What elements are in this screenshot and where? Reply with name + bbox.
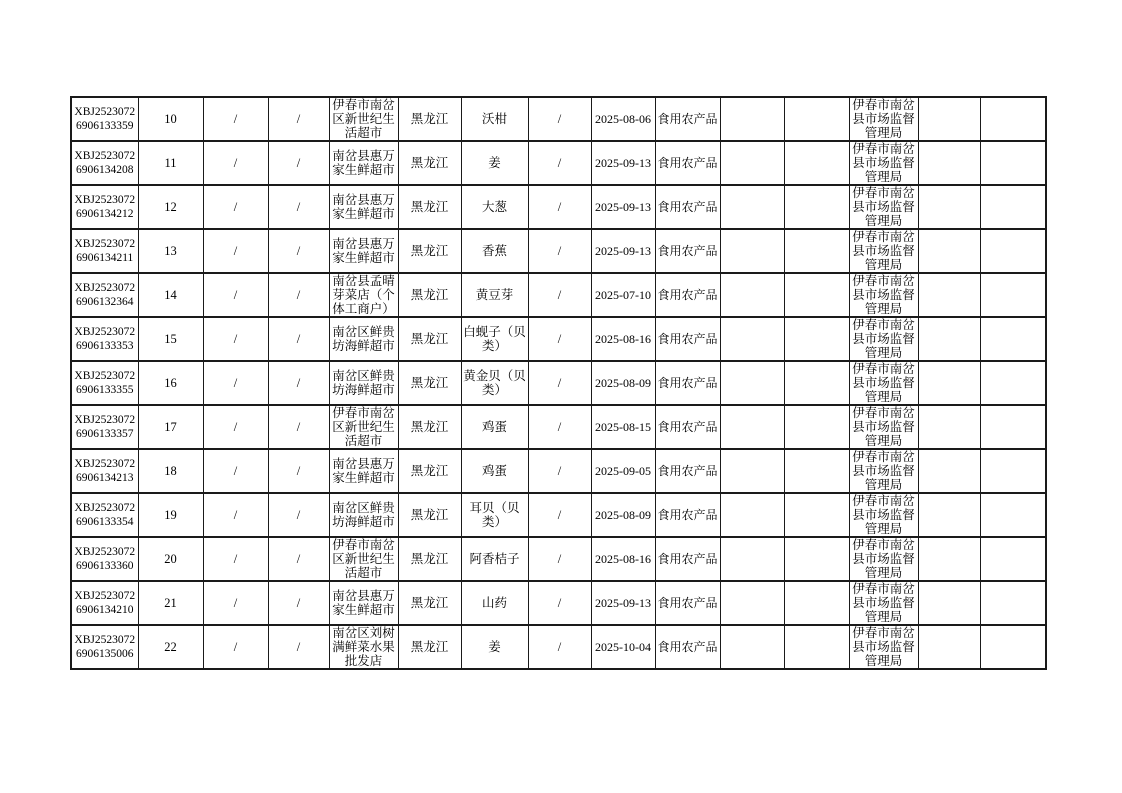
slash-col-2-cell: / [268,449,329,493]
slash-col-3-cell: / [528,273,591,317]
sample-category-cell: 食用农产品 [655,493,720,537]
table-row [71,229,1046,273]
serial-number-cell: 20 [138,537,203,581]
empty-col-3-cell [918,361,980,405]
province-cell: 黑龙江 [398,449,461,493]
sampled-entity-cell: 南岔县惠万家生鲜超市 [329,449,398,493]
regulatory-authority-cell: 伊春市南岔县市场监督管理局 [849,97,918,141]
province-cell: 黑龙江 [398,361,461,405]
sample-category-cell: 食用农产品 [655,317,720,361]
empty-col-2-cell [784,493,849,537]
regulatory-authority-cell: 伊春市南岔县市场监督管理局 [849,185,918,229]
regulatory-authority-cell: 伊春市南岔县市场监督管理局 [849,405,918,449]
table-row [71,405,1046,449]
table-row [71,97,1046,141]
sample-name-cell: 鸡蛋 [461,449,528,493]
slash-col-2-cell: / [268,493,329,537]
slash-col-3-cell: / [528,625,591,669]
empty-col-3-cell [918,537,980,581]
empty-col-4-cell [980,405,1046,449]
sampling-date-cell: 2025-08-09 [591,361,655,405]
table-row [71,361,1046,405]
slash-col-2-cell: / [268,141,329,185]
empty-col-3-cell [918,273,980,317]
sampled-entity-cell: 伊春市南岔区新世纪生活超市 [329,405,398,449]
sampling-date-cell: 2025-07-10 [591,273,655,317]
sampling-date-cell: 2025-08-06 [591,97,655,141]
slash-col-1-cell: / [203,273,268,317]
table-row [71,185,1046,229]
report-id-cell: XBJ25230726906133360 [71,537,138,581]
sampled-entity-cell: 南岔县惠万家生鲜超市 [329,185,398,229]
regulatory-authority-cell: 伊春市南岔县市场监督管理局 [849,229,918,273]
slash-col-3-cell: / [528,185,591,229]
sample-name-cell: 白蚬子（贝类） [461,317,528,361]
empty-col-4-cell [980,581,1046,625]
sampling-date-cell: 2025-09-13 [591,185,655,229]
serial-number-cell: 10 [138,97,203,141]
empty-col-1-cell [720,449,784,493]
serial-number-cell: 18 [138,449,203,493]
sampling-date-cell: 2025-09-13 [591,581,655,625]
province-cell: 黑龙江 [398,625,461,669]
sample-category-cell: 食用农产品 [655,229,720,273]
sample-name-cell: 黄豆芽 [461,273,528,317]
empty-col-2-cell [784,185,849,229]
serial-number-cell: 11 [138,141,203,185]
sampling-date-cell: 2025-08-16 [591,317,655,361]
report-id-cell: XBJ25230726906135006 [71,625,138,669]
sample-name-cell: 鸡蛋 [461,405,528,449]
empty-col-2-cell [784,317,849,361]
province-cell: 黑龙江 [398,273,461,317]
slash-col-3-cell: / [528,229,591,273]
sampled-entity-cell: 伊春市南岔区新世纪生活超市 [329,537,398,581]
empty-col-2-cell [784,273,849,317]
sample-category-cell: 食用农产品 [655,141,720,185]
empty-col-1-cell [720,537,784,581]
empty-col-4-cell [980,449,1046,493]
empty-col-4-cell [980,625,1046,669]
table-row [71,493,1046,537]
sampled-entity-cell: 南岔县孟晴芽菜店（个体工商户） [329,273,398,317]
slash-col-2-cell: / [268,361,329,405]
empty-col-1-cell [720,361,784,405]
sampled-entity-cell: 南岔县惠万家生鲜超市 [329,141,398,185]
province-cell: 黑龙江 [398,405,461,449]
province-cell: 黑龙江 [398,229,461,273]
sampled-entity-cell: 南岔县惠万家生鲜超市 [329,229,398,273]
sample-category-cell: 食用农产品 [655,97,720,141]
empty-col-3-cell [918,625,980,669]
regulatory-authority-cell: 伊春市南岔县市场监督管理局 [849,581,918,625]
sampled-entity-cell: 南岔区鲜贵坊海鲜超市 [329,361,398,405]
regulatory-authority-cell: 伊春市南岔县市场监督管理局 [849,493,918,537]
table-row [71,625,1046,669]
sample-name-cell: 沃柑 [461,97,528,141]
sample-name-cell: 耳贝（贝类） [461,493,528,537]
table-row [71,449,1046,493]
empty-col-3-cell [918,449,980,493]
report-id-cell: XBJ25230726906134211 [71,229,138,273]
report-id-cell: XBJ25230726906132364 [71,273,138,317]
slash-col-1-cell: / [203,185,268,229]
sample-name-cell: 大葱 [461,185,528,229]
empty-col-1-cell [720,141,784,185]
empty-col-1-cell [720,185,784,229]
slash-col-1-cell: / [203,449,268,493]
province-cell: 黑龙江 [398,317,461,361]
sample-category-cell: 食用农产品 [655,449,720,493]
sample-category-cell: 食用农产品 [655,581,720,625]
empty-col-2-cell [784,581,849,625]
regulatory-authority-cell: 伊春市南岔县市场监督管理局 [849,449,918,493]
sample-name-cell: 香蕉 [461,229,528,273]
empty-col-1-cell [720,229,784,273]
slash-col-3-cell: / [528,317,591,361]
empty-col-2-cell [784,141,849,185]
report-id-cell: XBJ25230726906133355 [71,361,138,405]
province-cell: 黑龙江 [398,581,461,625]
province-cell: 黑龙江 [398,493,461,537]
slash-col-1-cell: / [203,537,268,581]
sample-name-cell: 阿香桔子 [461,537,528,581]
report-id-cell: XBJ25230726906134212 [71,185,138,229]
sampled-entity-cell: 南岔区鲜贵坊海鲜超市 [329,493,398,537]
slash-col-1-cell: / [203,361,268,405]
sampling-date-cell: 2025-08-16 [591,537,655,581]
sampling-records-body [71,97,1046,669]
slash-col-3-cell: / [528,581,591,625]
empty-col-1-cell [720,405,784,449]
sampling-date-cell: 2025-08-15 [591,405,655,449]
slash-col-1-cell: / [203,317,268,361]
sampling-date-cell: 2025-09-13 [591,229,655,273]
table-row [71,581,1046,625]
slash-col-2-cell: / [268,625,329,669]
serial-number-cell: 17 [138,405,203,449]
sampled-entity-cell: 南岔区刘树满鲜菜水果批发店 [329,625,398,669]
slash-col-3-cell: / [528,97,591,141]
province-cell: 黑龙江 [398,185,461,229]
empty-col-3-cell [918,317,980,361]
sample-category-cell: 食用农产品 [655,537,720,581]
serial-number-cell: 19 [138,493,203,537]
report-id-cell: XBJ25230726906133359 [71,97,138,141]
serial-number-cell: 15 [138,317,203,361]
report-id-cell: XBJ25230726906133354 [71,493,138,537]
empty-col-4-cell [980,97,1046,141]
empty-col-4-cell [980,229,1046,273]
empty-col-3-cell [918,185,980,229]
empty-col-1-cell [720,625,784,669]
empty-col-3-cell [918,229,980,273]
province-cell: 黑龙江 [398,97,461,141]
slash-col-2-cell: / [268,317,329,361]
slash-col-2-cell: / [268,185,329,229]
table-row [71,317,1046,361]
empty-col-3-cell [918,581,980,625]
slash-col-1-cell: / [203,229,268,273]
sample-name-cell: 山药 [461,581,528,625]
table-row [71,141,1046,185]
sampling-date-cell: 2025-10-04 [591,625,655,669]
slash-col-2-cell: / [268,273,329,317]
province-cell: 黑龙江 [398,537,461,581]
report-id-cell: XBJ25230726906133357 [71,405,138,449]
sampling-date-cell: 2025-09-13 [591,141,655,185]
slash-col-2-cell: / [268,405,329,449]
empty-col-1-cell [720,97,784,141]
table-row [71,273,1046,317]
serial-number-cell: 22 [138,625,203,669]
empty-col-1-cell [720,581,784,625]
sample-category-cell: 食用农产品 [655,625,720,669]
sampling-records-table [70,96,1047,670]
serial-number-cell: 16 [138,361,203,405]
sample-category-cell: 食用农产品 [655,361,720,405]
empty-col-4-cell [980,185,1046,229]
empty-col-3-cell [918,493,980,537]
slash-col-1-cell: / [203,141,268,185]
empty-col-4-cell [980,273,1046,317]
sampled-entity-cell: 南岔县惠万家生鲜超市 [329,581,398,625]
sample-name-cell: 黄金贝（贝类） [461,361,528,405]
regulatory-authority-cell: 伊春市南岔县市场监督管理局 [849,625,918,669]
serial-number-cell: 21 [138,581,203,625]
sampled-entity-cell: 南岔区鲜贵坊海鲜超市 [329,317,398,361]
slash-col-1-cell: / [203,581,268,625]
empty-col-1-cell [720,493,784,537]
regulatory-authority-cell: 伊春市南岔县市场监督管理局 [849,317,918,361]
slash-col-3-cell: / [528,493,591,537]
report-id-cell: XBJ25230726906134210 [71,581,138,625]
empty-col-2-cell [784,405,849,449]
sampling-date-cell: 2025-09-05 [591,449,655,493]
slash-col-3-cell: / [528,449,591,493]
sample-category-cell: 食用农产品 [655,273,720,317]
slash-col-2-cell: / [268,581,329,625]
province-cell: 黑龙江 [398,141,461,185]
slash-col-2-cell: / [268,97,329,141]
report-id-cell: XBJ25230726906134208 [71,141,138,185]
report-id-cell: XBJ25230726906134213 [71,449,138,493]
regulatory-authority-cell: 伊春市南岔县市场监督管理局 [849,537,918,581]
regulatory-authority-cell: 伊春市南岔县市场监督管理局 [849,273,918,317]
regulatory-authority-cell: 伊春市南岔县市场监督管理局 [849,141,918,185]
slash-col-1-cell: / [203,405,268,449]
slash-col-3-cell: / [528,141,591,185]
slash-col-3-cell: / [528,405,591,449]
empty-col-1-cell [720,273,784,317]
empty-col-3-cell [918,141,980,185]
sample-name-cell: 姜 [461,141,528,185]
empty-col-3-cell [918,97,980,141]
empty-col-2-cell [784,449,849,493]
sample-category-cell: 食用农产品 [655,405,720,449]
empty-col-4-cell [980,317,1046,361]
slash-col-1-cell: / [203,625,268,669]
empty-col-4-cell [980,361,1046,405]
serial-number-cell: 14 [138,273,203,317]
empty-col-1-cell [720,317,784,361]
empty-col-3-cell [918,405,980,449]
empty-col-2-cell [784,537,849,581]
sample-category-cell: 食用农产品 [655,185,720,229]
sampled-entity-cell: 伊春市南岔区新世纪生活超市 [329,97,398,141]
empty-col-4-cell [980,537,1046,581]
empty-col-4-cell [980,493,1046,537]
serial-number-cell: 13 [138,229,203,273]
serial-number-cell: 12 [138,185,203,229]
sampling-date-cell: 2025-08-09 [591,493,655,537]
slash-col-3-cell: / [528,361,591,405]
empty-col-2-cell [784,229,849,273]
slash-col-1-cell: / [203,97,268,141]
report-id-cell: XBJ25230726906133353 [71,317,138,361]
empty-col-2-cell [784,97,849,141]
regulatory-authority-cell: 伊春市南岔县市场监督管理局 [849,361,918,405]
empty-col-4-cell [980,141,1046,185]
slash-col-2-cell: / [268,537,329,581]
slash-col-1-cell: / [203,493,268,537]
sample-name-cell: 姜 [461,625,528,669]
table-row [71,537,1046,581]
empty-col-2-cell [784,361,849,405]
empty-col-2-cell [784,625,849,669]
slash-col-2-cell: / [268,229,329,273]
slash-col-3-cell: / [528,537,591,581]
